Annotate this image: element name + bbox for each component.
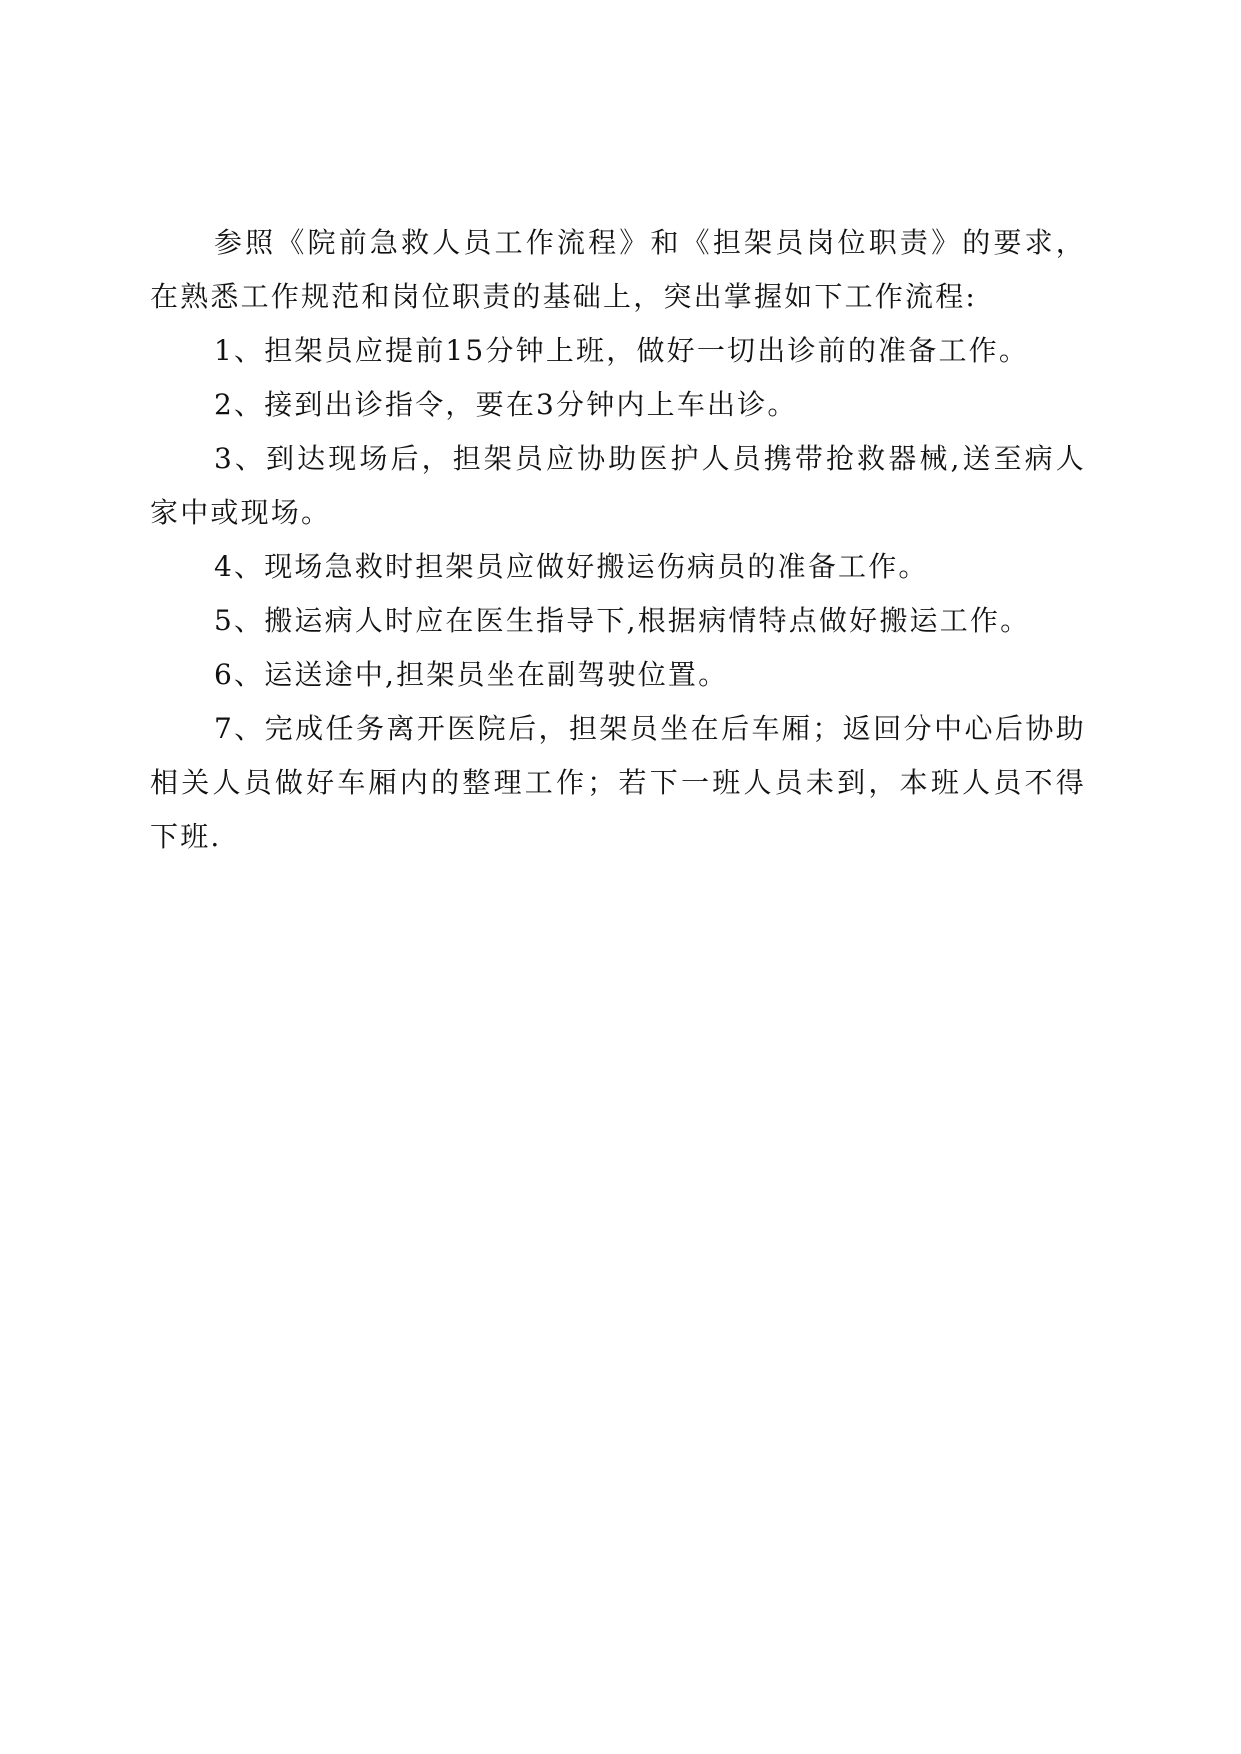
procedure-item-6: 6、运送途中,担架员坐在副驾驶位置。 — [214, 658, 729, 691]
document-body — [150, 216, 1086, 864]
procedure-item-7: 7、完成任务离开医院后，担架员坐在后车厢；返回分中心后协助相关人员做好车厢内的整理工作；若下一班人员未到，本班人员不得下班. — [150, 712, 1086, 853]
procedure-item-1: 1、担架员应提前15分钟上班，做好一切出诊前的准备工作。 — [214, 334, 1030, 367]
procedure-item-4: 4、现场急救时担架员应做好搬运伤病员的准备工作。 — [214, 550, 929, 583]
procedure-item-3: 3、到达现场后，担架员应协助医护人员携带抢救器械,送至病人家中或现场。 — [150, 442, 1086, 529]
intro-paragraph: 参照《院前急救人员工作流程》和《担架员岗位职责》的要求，在熟悉工作规范和岗位职责的基础上，突出掌握如下工作流程: — [150, 226, 1086, 313]
procedure-item-5: 5、搬运病人时应在医生指导下,根据病情特点做好搬运工作。 — [214, 604, 1031, 637]
procedure-item-2: 2、接到出诊指令，要在3分钟内上车出诊。 — [214, 388, 798, 421]
